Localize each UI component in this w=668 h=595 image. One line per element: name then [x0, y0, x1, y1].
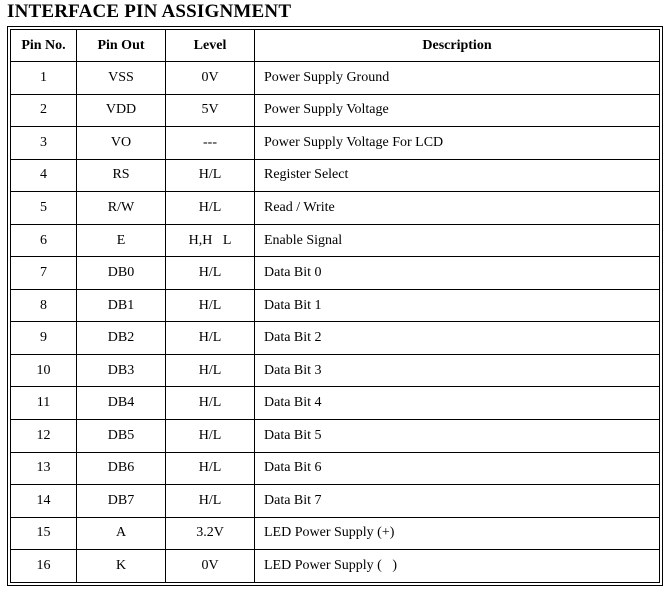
pin-out-cell: RS — [77, 159, 166, 192]
pin-out-cell: DB2 — [77, 322, 166, 355]
description-cell: Data Bit 7 — [255, 485, 660, 518]
pin-out-cell: DB5 — [77, 420, 166, 453]
level-cell: 0V — [166, 550, 255, 583]
pin-number-cell: 12 — [11, 420, 77, 453]
pin-number-cell: 9 — [11, 322, 77, 355]
pin-out-cell: E — [77, 224, 166, 257]
pin-number-cell: 4 — [11, 159, 77, 192]
pin-number-cell: 6 — [11, 224, 77, 257]
pin-out-cell: DB6 — [77, 452, 166, 485]
pin-number-cell: 7 — [11, 257, 77, 290]
pin-number-cell: 1 — [11, 62, 77, 95]
header-description: Description — [255, 30, 660, 62]
level-cell: H/L — [166, 289, 255, 322]
table-row — [11, 387, 660, 420]
pin-out-cell: DB7 — [77, 485, 166, 518]
level-cell: 5V — [166, 94, 255, 127]
description-cell: Enable Signal — [255, 224, 660, 257]
pin-out-cell: DB4 — [77, 387, 166, 420]
table-row — [11, 192, 660, 225]
table-row — [11, 62, 660, 95]
table-row — [11, 257, 660, 290]
description-cell: Data Bit 4 — [255, 387, 660, 420]
header-level: Level — [166, 30, 255, 62]
pin-out-cell: VDD — [77, 94, 166, 127]
table-row — [11, 322, 660, 355]
pin-number-cell: 10 — [11, 354, 77, 387]
pin-number-cell: 2 — [11, 94, 77, 127]
description-cell: Data Bit 5 — [255, 420, 660, 453]
description-cell: Data Bit 0 — [255, 257, 660, 290]
level-cell: 0V — [166, 62, 255, 95]
pin-out-cell: DB1 — [77, 289, 166, 322]
description-cell: Power Supply Voltage — [255, 94, 660, 127]
description-cell: Register Select — [255, 159, 660, 192]
header-pin-no: Pin No. — [11, 30, 77, 62]
table-header-row — [11, 30, 660, 62]
description-cell: Data Bit 2 — [255, 322, 660, 355]
level-cell: H/L — [166, 485, 255, 518]
description-cell: Data Bit 1 — [255, 289, 660, 322]
pin-assignment-table — [10, 29, 660, 583]
level-cell: H/L — [166, 420, 255, 453]
table-row — [11, 517, 660, 550]
level-cell: --- — [166, 127, 255, 160]
level-cell: 3.2V — [166, 517, 255, 550]
table-row — [11, 420, 660, 453]
pin-number-cell: 3 — [11, 127, 77, 160]
page-title: INTERFACE PIN ASSIGNMENT — [7, 1, 292, 22]
level-cell: H/L — [166, 387, 255, 420]
pin-number-cell: 5 — [11, 192, 77, 225]
table-row — [11, 94, 660, 127]
pin-out-cell: R/W — [77, 192, 166, 225]
pin-out-cell: DB0 — [77, 257, 166, 290]
table-row — [11, 159, 660, 192]
table-row — [11, 550, 660, 583]
table-row — [11, 485, 660, 518]
pin-number-cell: 8 — [11, 289, 77, 322]
table-row — [11, 452, 660, 485]
pin-number-cell: 13 — [11, 452, 77, 485]
level-cell: H/L — [166, 354, 255, 387]
description-cell: Read / Write — [255, 192, 660, 225]
description-cell: Data Bit 6 — [255, 452, 660, 485]
level-cell: H/L — [166, 257, 255, 290]
table-row — [11, 289, 660, 322]
pin-out-cell: VO — [77, 127, 166, 160]
level-cell: H/L — [166, 322, 255, 355]
description-cell: LED Power Supply ( ) — [255, 550, 660, 583]
description-cell: Data Bit 3 — [255, 354, 660, 387]
level-cell: H/L — [166, 452, 255, 485]
description-cell: Power Supply Ground — [255, 62, 660, 95]
pin-number-cell: 14 — [11, 485, 77, 518]
level-cell: H/L — [166, 159, 255, 192]
level-cell: H/L — [166, 192, 255, 225]
pin-out-cell: K — [77, 550, 166, 583]
table-row — [11, 127, 660, 160]
level-cell: H,H L — [166, 224, 255, 257]
description-cell: LED Power Supply (+) — [255, 517, 660, 550]
header-pin-out: Pin Out — [77, 30, 166, 62]
table-row — [11, 224, 660, 257]
pin-number-cell: 15 — [11, 517, 77, 550]
pin-out-cell: A — [77, 517, 166, 550]
pin-number-cell: 16 — [11, 550, 77, 583]
description-cell: Power Supply Voltage For LCD — [255, 127, 660, 160]
pin-table-frame — [7, 26, 663, 586]
pin-number-cell: 11 — [11, 387, 77, 420]
table-row — [11, 354, 660, 387]
pin-out-cell: VSS — [77, 62, 166, 95]
pin-out-cell: DB3 — [77, 354, 166, 387]
